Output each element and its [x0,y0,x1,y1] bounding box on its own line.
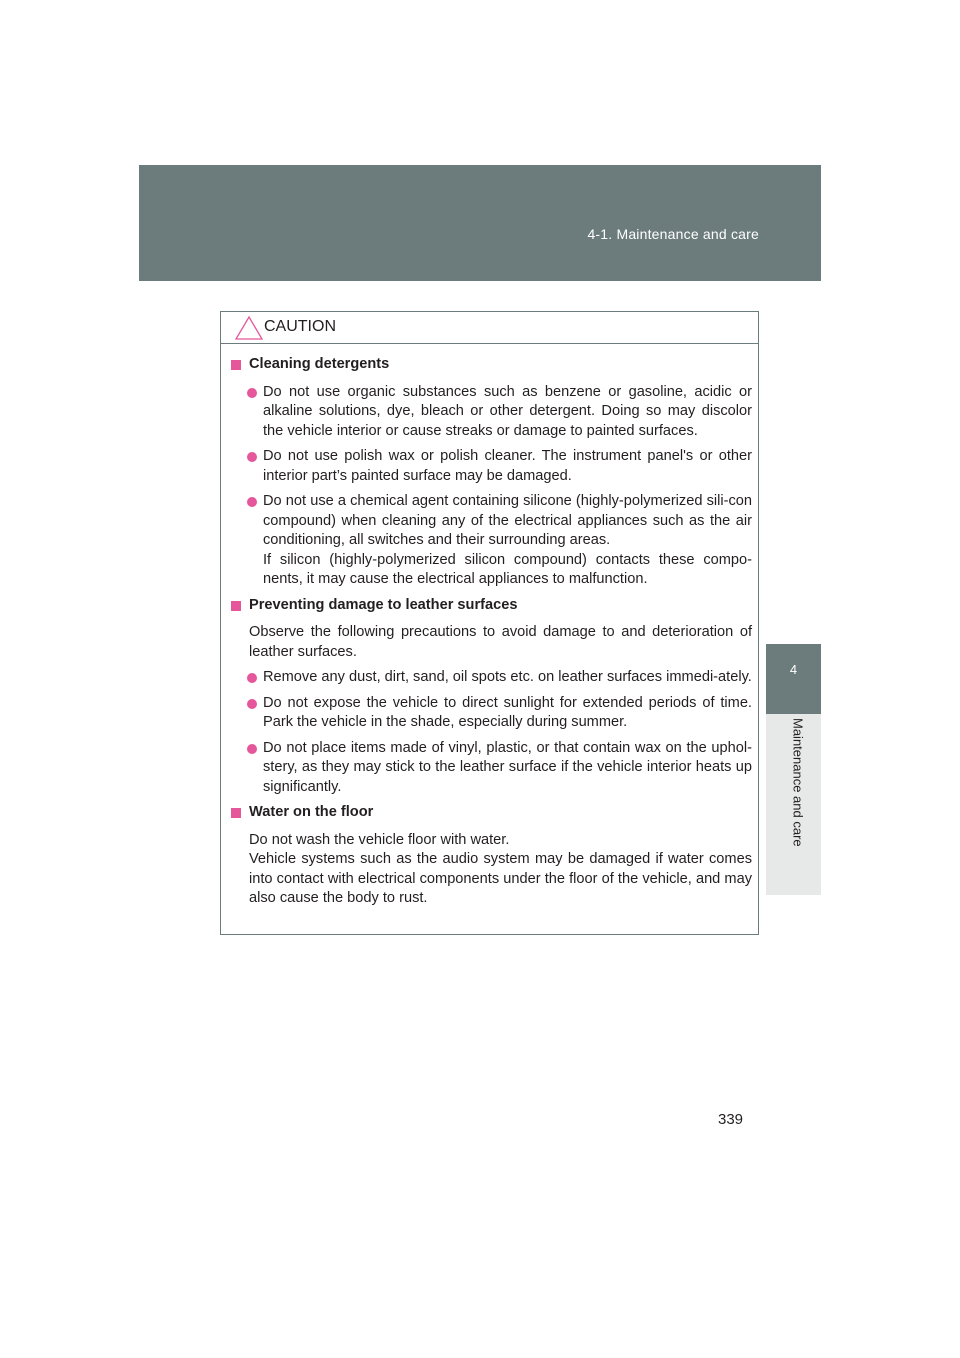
circle-bullet-icon [247,388,257,398]
square-bullet-icon [231,360,241,370]
caution-header [221,312,758,344]
chapter-label: Maintenance and care [790,718,805,847]
chapter-number: 4 [789,662,798,677]
circle-bullet-icon [247,497,257,507]
square-bullet-icon [231,808,241,818]
page-number: 339 [718,1111,744,1128]
paragraph: Observe the following precautions to avoid damage to and deterioration of leather surfaces. [249,624,752,660]
section-heading: Cleaning detergents [231,355,752,375]
caution-title: CAUTION [264,318,336,335]
list-item-continuation: If silicon (highly-polymerized silicon compound) contacts these compo-nents, it may cause the electrical appliances to malfunction. [263,551,752,587]
chapter-label-tab [766,714,821,895]
list-item: Do not use organic substances such as benzene or gasoline, acidic or alkaline solutions, dye, bleach or other detergent. Doing so may discolor the vehicle interior or cause streaks or damage to painted surfaces. [231,383,752,442]
list-item: Do not expose the vehicle to direct sunlight for extended periods of time. Park the vehicle in the shade, especially during summer. [231,694,752,733]
circle-bullet-icon [247,699,257,709]
header-band [139,165,821,281]
circle-bullet-icon [247,744,257,754]
caution-box [220,311,759,935]
chapter-tab [766,644,821,714]
section-heading: Preventing damage to leather surfaces [231,596,752,616]
list-item: Do not use polish wax or polish cleaner. The instrument panel's or other interior part’s painted surface may be damaged. [231,447,752,486]
section-heading: Water on the floor [231,803,752,823]
list-item: Do not use a chemical agent containing silicone (highly-polymerized sili-con compound) when cleaning any of the electrical appliances such as the air conditioning, all switches and their surrounding areas. If silicon (highly-polymerized silicon compound) contacts these compo-nents, it may cause the electrical appliances to malfunction. [231,492,752,590]
circle-bullet-icon [247,452,257,462]
list-item: Do not place items made of vinyl, plastic, or that contain wax on the uphol-stery, as they may stick to the leather surface if the vehicle interior heats up significantly. [231,739,752,798]
list-item: Remove any dust, dirt, sand, oil spots etc. on leather surfaces immedi-ately. [231,668,752,688]
section-title: 4-1. Maintenance and care [587,226,759,242]
circle-bullet-icon [247,673,257,683]
paragraph: Do not wash the vehicle floor with water. Vehicle systems such as the audio system may be damaged if water comes into contact with electrical components under the floor of the vehicle, and may also cause the body to rust. [249,831,752,906]
warning-triangle-icon [234,315,264,341]
square-bullet-icon [231,601,241,611]
caution-body [221,344,758,909]
